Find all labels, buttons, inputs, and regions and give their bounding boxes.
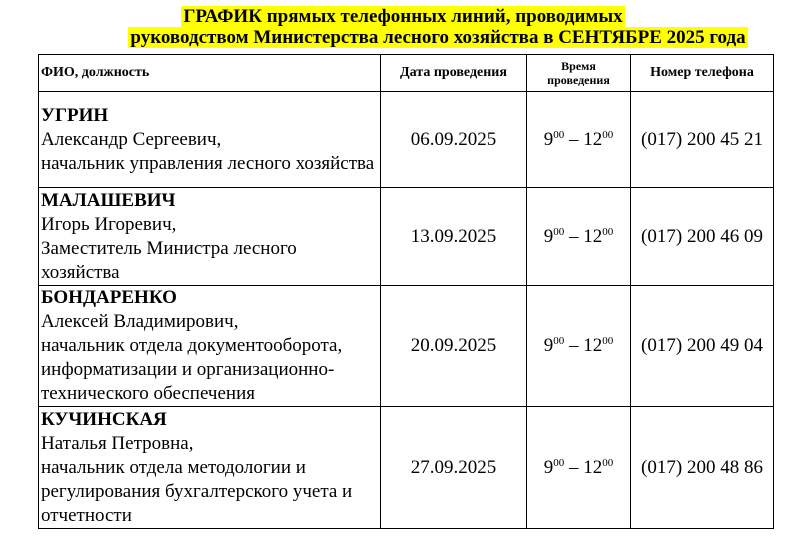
schedule-table — [38, 54, 774, 529]
surname: УГРИН — [41, 104, 109, 126]
person-cell — [39, 286, 381, 407]
header-time-line2: проведения — [547, 73, 610, 87]
date-cell: 20.09.2025 — [381, 286, 527, 407]
table-row — [39, 92, 774, 188]
phone-cell: (017) 200 45 21 — [631, 92, 774, 188]
phone-cell: (017) 200 49 04 — [631, 286, 774, 407]
time-cell: $9^{00} - 12^{00}$ — [527, 92, 631, 188]
header-date: Дата проведения — [381, 55, 527, 92]
person-cell — [39, 188, 381, 286]
date-cell: 06.09.2025 — [381, 92, 527, 188]
header-phone: Номер телефона — [631, 55, 774, 92]
position: начальник отдела методологии и регулирования бухгалтерского учета и отчетности — [41, 456, 353, 526]
person-cell — [39, 92, 381, 188]
given-name: Игорь Игоревич, — [41, 213, 177, 235]
surname: БОНДАРЕНКО — [41, 287, 177, 308]
position: начальник отдела документооборота, информатизации и организационно-технического обеспечения — [41, 335, 343, 404]
given-name: Александр Сергеевич, — [41, 128, 222, 150]
header-time-line1: Время — [561, 59, 596, 73]
time-cell: $9^{00} - 12^{00}$ — [527, 188, 631, 286]
phone-cell: (017) 200 46 09 — [631, 188, 774, 286]
header-name: ФИО, должность — [39, 55, 381, 92]
document-title — [0, 6, 806, 48]
surname: МАЛАШЕВИЧ — [41, 189, 176, 211]
given-name: Наталья Петровна, — [41, 432, 194, 454]
time-cell: $9^{00} - 12^{00}$ — [527, 407, 631, 529]
date-cell: 27.09.2025 — [381, 407, 527, 529]
position: Заместитель Министра лесного хозяйства — [41, 237, 297, 283]
surname: КУЧИНСКАЯ — [41, 408, 167, 430]
title-line-1: ГРАФИК прямых телефонных линий, проводимых — [183, 6, 623, 27]
person-cell — [39, 407, 381, 529]
title-line-2: руководством Министерства лесного хозяйства в СЕНТЯБРЕ 2025 года — [130, 27, 746, 48]
table-row — [39, 286, 774, 407]
time-cell: $9^{00} - 12^{00}$ — [527, 286, 631, 407]
position: начальник управления лесного хозяйства — [41, 152, 375, 174]
given-name: Алексей Владимирович, — [41, 311, 239, 332]
date-cell: 13.09.2025 — [381, 188, 527, 286]
phone-cell: (017) 200 48 86 — [631, 407, 774, 529]
header-time — [527, 55, 631, 92]
table-row — [39, 188, 774, 286]
table-row — [39, 407, 774, 529]
table-header-row — [39, 55, 774, 92]
